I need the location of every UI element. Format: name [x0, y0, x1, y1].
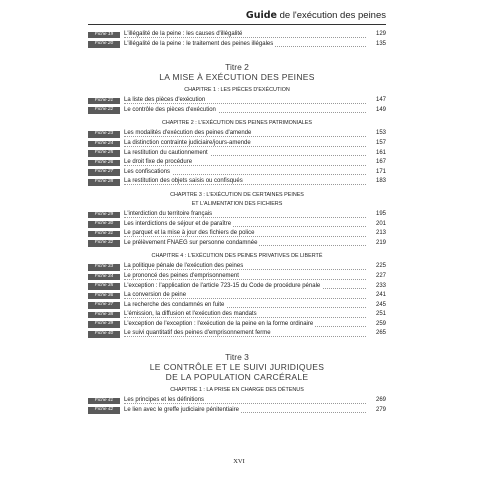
entry-page-number: 149: [375, 106, 386, 113]
entry-title-wrap: [124, 30, 366, 40]
fiche-label: Fiche 29: [88, 212, 120, 219]
fiche-label: Fiche 28: [88, 179, 120, 186]
toc-entry[interactable]: [88, 282, 386, 292]
entry-title-wrap: [124, 396, 366, 406]
entry-page-number: 213: [375, 230, 386, 237]
running-head-rest: de l'exécution des peines: [276, 10, 386, 21]
fiche-label: Fiche 22: [88, 107, 120, 114]
entry-title-wrap: [124, 168, 366, 178]
fiche-label: Fiche 42: [88, 407, 120, 414]
entry-page-number: 153: [375, 130, 386, 137]
toc-entry[interactable]: [88, 301, 386, 311]
fiche-label: Fiche 34: [88, 274, 120, 281]
titre-3-heading-line1: LE CONTRÔLE ET LE SUIVI JURIDIQUES: [149, 362, 325, 373]
spacer: [88, 49, 386, 57]
entry-page-number: 183: [375, 178, 386, 185]
entry-title: Le parquet et la mise à jour des fichiers de police: [124, 230, 255, 237]
chapter-title: CHAPITRE 2 : L'EXÉCUTION DES PEINES PATRIMONIALES: [161, 120, 312, 127]
entry-title: L'exception de l'exception : l'exécution de la peine en la forme ordinaire: [124, 320, 314, 327]
fiche-label: Fiche 19: [88, 32, 120, 39]
fiche-label: Fiche 36: [88, 293, 120, 300]
entry-page-number: 135: [375, 40, 386, 47]
toc-entry[interactable]: [88, 30, 386, 40]
entry-title-wrap: [124, 96, 366, 106]
entry-title: L'illégalité de la peine : les causes d'illégalité: [124, 31, 243, 37]
entry-title-wrap: [124, 291, 366, 301]
entry-title-wrap: [124, 220, 366, 230]
entry-title-wrap: [124, 320, 366, 330]
entry-title: Le contrôle des pièces d'exécution: [124, 106, 216, 113]
toc-entry[interactable]: [88, 220, 386, 230]
toc-entry[interactable]: [88, 272, 386, 282]
entry-page-number: 259: [375, 320, 386, 327]
entry-title-wrap: [124, 177, 366, 187]
fiche-label: Fiche 35: [88, 283, 120, 290]
chapter-title: CHAPITRE 1 : LA PRISE EN CHARGE DES DÉTENUS: [170, 387, 304, 394]
running-head-guide: Guide: [245, 10, 277, 21]
entry-title: Le suivi quantitatif des peines d'emprisonnement ferme: [124, 330, 271, 337]
entry-title: L'illégalité de la peine : le traitement des peines illégales: [124, 40, 274, 47]
toc-entry[interactable]: [88, 229, 386, 239]
titre-3-label: Titre 3: [225, 352, 249, 363]
toc-entry[interactable]: [88, 96, 386, 106]
entry-title-wrap: [124, 239, 366, 249]
chapter-title: CHAPITRE 3 : L'EXÉCUTION DE CERTAINES PEINES: [170, 191, 304, 198]
entry-title: Les interdictions de séjour et de paraître: [124, 220, 232, 227]
entry-title: L'exception : l'application de l'article 723-15 du Code de procédure pénale: [124, 282, 321, 289]
entry-title: Le lien avec le greffe judiciaire pénitentiaire: [124, 406, 239, 413]
titre-3-heading-line2: DE LA POPULATION CARCÉRALE: [165, 372, 309, 383]
chapter-title-line2: ET L'ALIMENTATION DES FICHIERS: [191, 200, 283, 207]
entry-page-number: 233: [375, 282, 386, 289]
entry-title-wrap: [124, 301, 366, 311]
fiche-label: Fiche 32: [88, 240, 120, 247]
entry-page-number: 161: [375, 149, 386, 156]
entry-title: La restitution des objets saisis ou confisqués: [124, 178, 243, 185]
toc-entry[interactable]: [88, 129, 386, 139]
entry-page-number: 171: [375, 168, 386, 175]
entry-title: Les confiscations: [124, 168, 171, 175]
entry-title-wrap: [124, 329, 366, 339]
entry-page-number: 195: [375, 210, 386, 217]
chapter-title: CHAPITRE 4 : L'EXÉCUTION DES PEINES PRIVATIVES DE LIBERTÉ: [151, 253, 323, 260]
entry-page-number: 201: [375, 220, 386, 227]
toc-entry[interactable]: [88, 396, 386, 406]
entry-title: La distinction contrainte judiciaire/jours-amende: [124, 139, 251, 146]
entry-title-wrap: [124, 262, 366, 272]
entry-title-wrap: [124, 158, 366, 168]
fiche-label: Fiche 41: [88, 398, 120, 405]
titre-2-label: Titre 2: [225, 62, 249, 73]
toc-entry[interactable]: [88, 406, 386, 416]
toc-entry[interactable]: [88, 320, 386, 330]
fiche-label: Fiche 27: [88, 169, 120, 176]
fiche-label: Fiche 40: [88, 331, 120, 338]
entry-page-number: 269: [375, 397, 386, 404]
entry-title-wrap: [124, 406, 366, 416]
entry-title-wrap: [124, 129, 366, 139]
fiche-label: Fiche 20: [88, 41, 120, 48]
fiche-label: Fiche 37: [88, 302, 120, 309]
entry-page-number: 157: [375, 139, 386, 146]
entry-title: La liste des pièces d'exécution: [124, 97, 206, 104]
entry-title-wrap: [124, 210, 366, 220]
entry-page-number: 245: [375, 301, 386, 308]
toc-entry[interactable]: [88, 168, 386, 178]
toc-entry[interactable]: [88, 149, 386, 159]
entry-title: La politique pénale de l'exécution des peines: [124, 263, 244, 270]
toc-entry[interactable]: [88, 291, 386, 301]
running-head: [246, 10, 386, 21]
fiche-label: Fiche 24: [88, 141, 120, 148]
entry-title: La recherche des condamnés en fuite: [124, 301, 225, 308]
entry-title: Le droit fixe de procédure: [124, 159, 193, 166]
fiche-label: Fiche 26: [88, 160, 120, 167]
titre-2-heading: LA MISE À EXÉCUTION DES PEINES: [159, 72, 315, 83]
entry-title-wrap: [124, 229, 366, 239]
entry-title-wrap: [124, 310, 366, 320]
fiche-label: Fiche 39: [88, 321, 120, 328]
entry-title-wrap: [124, 272, 366, 282]
header-rule: [88, 24, 386, 25]
table-of-contents: [88, 30, 386, 415]
fiche-label: Fiche 21: [88, 98, 120, 105]
toc-entry[interactable]: [88, 262, 386, 272]
entry-title: L'interdiction du territoire français: [124, 210, 213, 217]
entry-title: Les principes et les définitions: [124, 397, 205, 404]
entry-title-wrap: [124, 106, 366, 116]
entry-title-wrap: [124, 40, 366, 50]
fiche-label: Fiche 25: [88, 150, 120, 157]
fiche-label: Fiche 38: [88, 312, 120, 319]
toc-entry[interactable]: [88, 158, 386, 168]
entry-title-wrap: [124, 139, 366, 149]
toc-entry[interactable]: [88, 139, 386, 149]
chapter-title: CHAPITRE 1 : LES PIÈCES D'EXÉCUTION: [184, 87, 290, 94]
entry-title: Les modalités d'exécution des peines d'amende: [124, 130, 252, 137]
entry-page-number: 147: [375, 97, 386, 104]
entry-page-number: 265: [375, 330, 386, 337]
entry-title: La conversion de peine: [124, 292, 187, 299]
toc-entry[interactable]: [88, 177, 386, 187]
entry-title-wrap: [124, 282, 366, 292]
entry-page-number: 225: [375, 263, 386, 270]
entry-page-number: 219: [375, 239, 386, 246]
toc-entry[interactable]: [88, 40, 386, 50]
toc-entry[interactable]: [88, 310, 386, 320]
toc-entry[interactable]: [88, 329, 386, 339]
entry-page-number: 279: [375, 406, 386, 413]
entry-page-number: 227: [375, 272, 386, 279]
entry-page-number: 129: [375, 31, 386, 37]
entry-title-wrap: [124, 149, 366, 159]
toc-entry[interactable]: [88, 106, 386, 116]
fiche-label: Fiche 31: [88, 231, 120, 238]
page-folio: XVI: [233, 458, 245, 465]
entry-page-number: 167: [375, 159, 386, 166]
entry-title: La restitution du cautionnement: [124, 149, 208, 156]
spacer: [88, 344, 386, 352]
entry-page-number: 241: [375, 292, 386, 299]
entry-title: Le prononcé des peines d'emprisonnement: [124, 272, 239, 279]
entry-title: L'émission, la diffusion et l'exécution des mandats: [124, 311, 257, 318]
fiche-label: Fiche 33: [88, 264, 120, 271]
toc-entry[interactable]: [88, 239, 386, 249]
toc-entry[interactable]: [88, 210, 386, 220]
entry-title: Le prélèvement FNAEG sur personne condamnée: [124, 239, 258, 246]
entry-page-number: 251: [375, 311, 386, 318]
fiche-label: Fiche 30: [88, 221, 120, 228]
fiche-label: Fiche 23: [88, 131, 120, 138]
